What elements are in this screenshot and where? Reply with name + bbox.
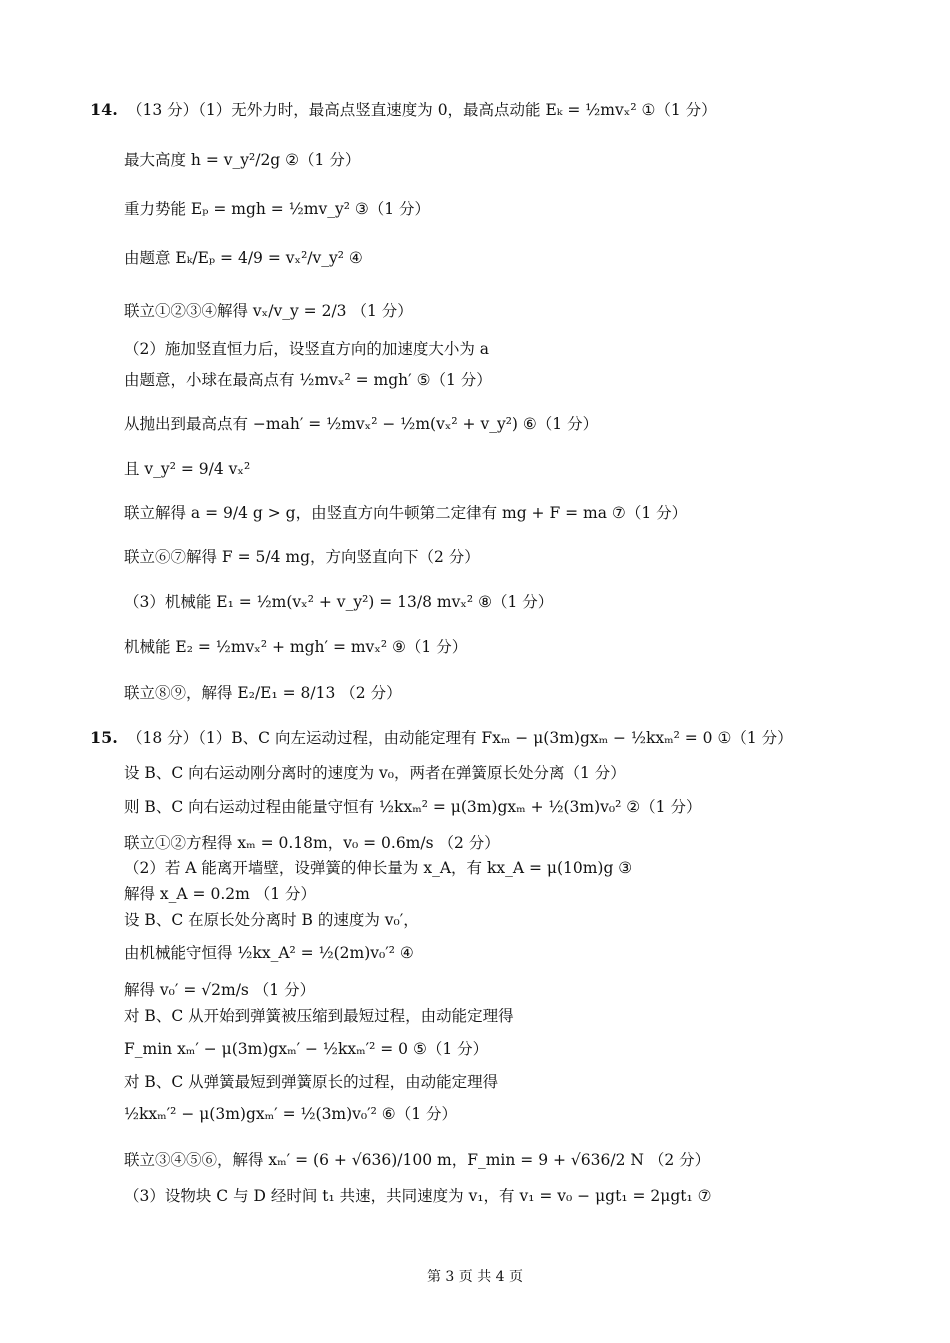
q14-line-12: （3）机械能 E₁ = ½m(vₓ² + v_y²) = 13/8 mvₓ² ⑧（1 分）: [124, 593, 554, 611]
q14-line-13: 机械能 E₂ = ½mvₓ² + mgh′ = mvₓ² ⑨（1 分）: [124, 638, 468, 656]
q14-line-10: 联立解得 a = 9/4 g > g，由竖直方向牛顿第二定律有 mg + F = ma ⑦（1 分）: [124, 504, 688, 522]
q14-line-3: 重力势能 Eₚ = mgh = ½mv_y² ③（1 分）: [124, 200, 431, 218]
page-footer: 第 3 页 共 4 页: [426, 1269, 524, 1285]
q15-line-3: 则 B、C 向右运动过程由能量守恒有 ½kxₘ² = μ(3m)gxₘ + ½(3m)v₀² ②（1 分）: [124, 798, 702, 816]
q15-line-2: 设 B、C 向右运动刚分离时的速度为 v₀，两者在弹簧原长处分离（1 分）: [124, 764, 626, 782]
q14-line-14: 联立⑧⑨，解得 E₂/E₁ = 8/13 （2 分）: [124, 684, 402, 702]
question-14-number: 14.: [90, 100, 118, 119]
q15-line-13: ½kxₘ′² − μ(3m)gxₘ′ = ½(3m)v₀′² ⑥（1 分）: [124, 1105, 457, 1123]
q14-line-5: 联立①②③④解得 vₓ/v_y = 2/3 （1 分）: [124, 302, 413, 320]
q15-line-8: 由机械能守恒得 ½kx_A² = ½(2m)v₀′² ④: [124, 944, 414, 962]
q15-line-4: 联立①②方程得 xₘ = 0.18m，v₀ = 0.6m/s （2 分）: [124, 834, 500, 852]
q14-line-4: 由题意 Eₖ/Eₚ = 4/9 = vₓ²/v_y² ④: [124, 249, 363, 267]
q14-line-6: （2）施加竖直恒力后，设竖直方向的加速度大小为 a: [124, 340, 490, 358]
q15-line-6: 解得 x_A = 0.2m （1 分）: [124, 885, 317, 903]
q15-line-11: F_min xₘ′ − μ(3m)gxₘ′ − ½kxₘ′² = 0 ⑤（1 分）: [124, 1040, 489, 1058]
q14-line-2: 最大高度 h = v_y²/2g ②（1 分）: [124, 151, 361, 169]
q14-line-1: （13 分）（1）无外力时，最高点竖直速度为 0，最高点动能 Eₖ = ½mvₓ² ①（1 分）: [127, 101, 717, 119]
q15-line-10: 对 B、C 从开始到弹簧被压缩到最短过程，由动能定理得: [124, 1007, 514, 1025]
q15-line-15: （3）设物块 C 与 D 经时间 t₁ 共速，共同速度为 v₁，有 v₁ = v₀ − μgt₁ = 2μgt₁ ⑦: [124, 1187, 712, 1205]
q14-line-9: 且 v_y² = 9/4 vₓ²: [124, 460, 251, 478]
q14-line-11: 联立⑥⑦解得 F = 5/4 mg，方向竖直向下（2 分）: [124, 548, 480, 566]
q15-line-7: 设 B、C 在原长处分离时 B 的速度为 v₀′，: [124, 911, 419, 929]
q14-line-7: 由题意，小球在最高点有 ½mvₓ² = mgh′ ⑤（1 分）: [124, 371, 492, 389]
q15-line-14: 联立③④⑤⑥，解得 xₘ′ = (6 + √636)/100 m，F_min = 9 + √636/2 N （2 分）: [124, 1151, 711, 1169]
q14-line-8: 从抛出到最高点有 −mah′ = ½mvₓ² − ½m(vₓ² + v_y²) ⑥（1 分）: [124, 415, 599, 433]
q15-line-12: 对 B、C 从弹簧最短到弹簧原长的过程，由动能定理得: [124, 1073, 499, 1091]
q15-line-9: 解得 v₀′ = √2m/s （1 分）: [124, 981, 316, 999]
q15-line-1: （18 分）（1）B、C 向左运动过程，由动能定理有 Fxₘ − μ(3m)gxₘ − ½kxₘ² = 0 ①（1 分）: [127, 729, 793, 747]
question-15-number: 15.: [90, 728, 118, 747]
q15-line-5: （2）若 A 能离开墙壁，设弹簧的伸长量为 x_A，有 kx_A = μ(10m)g ③: [124, 859, 633, 877]
